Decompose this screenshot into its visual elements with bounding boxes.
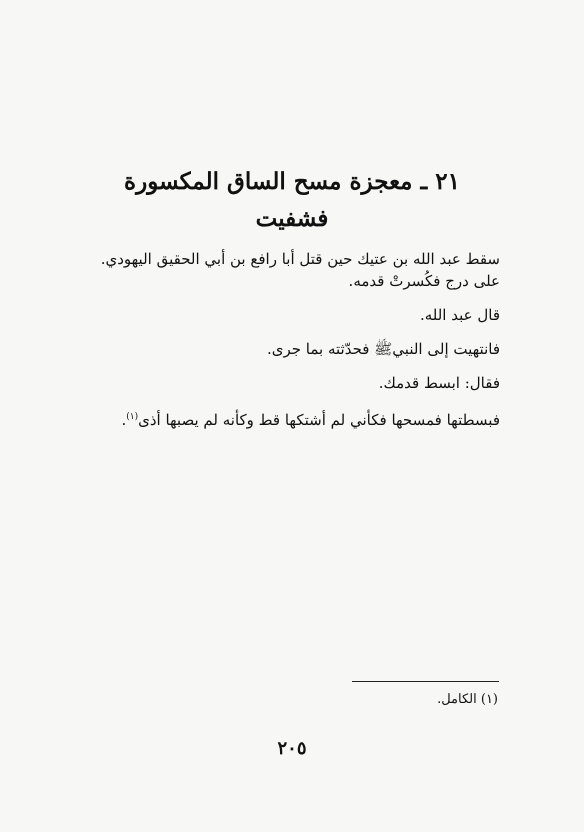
footnote: (١) الكامل. bbox=[437, 692, 498, 707]
paragraph-5 bbox=[84, 407, 500, 431]
paragraph-3: فانتهيت إلى النبيﷺ فحدّثته بما جرى. bbox=[266, 340, 500, 358]
paragraph-5-end: . bbox=[121, 411, 127, 429]
chapter-title: ٢١ ـ معجزة مسح الساق المكسورة bbox=[124, 168, 460, 195]
page-number: ٢٠٥ bbox=[277, 738, 307, 759]
footnote-separator bbox=[352, 681, 499, 682]
paragraph-1: سقط عبد الله بن عتيك حين قتل أبا رافع بن أبي الحقيق اليهودي. على درج فكُسرتْ قدمه. bbox=[100, 250, 500, 290]
paragraph-2: قال عبد الله. bbox=[419, 306, 500, 324]
paragraph-4: فقال: ابسط قدمك. bbox=[378, 374, 500, 392]
chapter-subtitle: فشفيت bbox=[255, 205, 329, 232]
body-text bbox=[84, 248, 500, 431]
paragraph-5-text: فبسطتها فمسحها فكأني لم أشتكها قط وكأنه لم يصبها أذى bbox=[138, 411, 500, 429]
footnote-marker: (١) bbox=[126, 412, 139, 422]
